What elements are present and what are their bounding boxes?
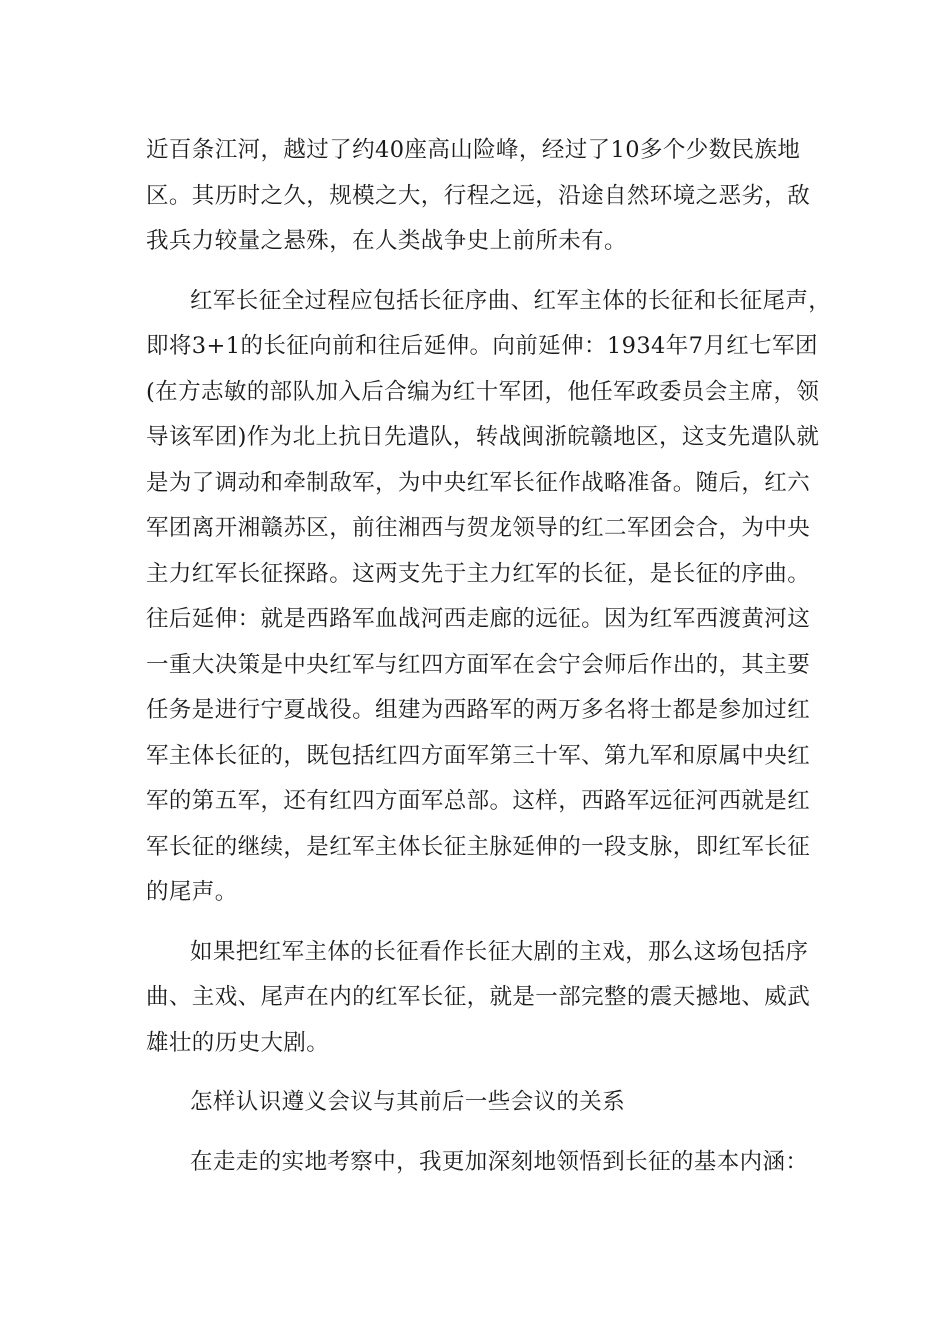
text-line: 军主体长征的，既包括红四方面军第三十军、第九军和原属中央红 [146,742,811,769]
text-line: 在走走的实地考察中，我更加深刻地领悟到长征的基本内涵： [190,1148,809,1175]
text-line: 红军长征全过程应包括长征序曲、红军主体的长征和长征尾声， [190,287,832,314]
text-line: 往后延伸：就是西路军血战河西走廊的远征。因为红军西渡黄河这 [146,606,811,632]
text-line: 一重大决策是中央红军与红四方面军在会宁会师后作出的，其主要 [146,651,811,678]
paragraph-1 [146,128,811,265]
document-body [146,128,832,1185]
paragraph-spacer [146,265,806,279]
heading-line: 怎样认识遵义会议与其前后一些会议的关系 [190,1089,626,1115]
text-line: 军的第五军，还有红四方面军总部。这样，西路军远征河西就是红 [146,788,811,814]
text-line: 雄壮的历史大剧。 [146,1029,330,1056]
text-line: 即将3+1的长征向前和往后延伸。向前延伸：1934年7月红七军团 [146,333,818,359]
text-line: 的尾声。 [146,879,238,905]
paragraph-spacer [146,1126,806,1140]
text-line: 军团离开湘赣苏区，前往湘西与贺龙领导的红二军团会合，为中央 [146,515,811,541]
text-line: 区。其历时之久，规模之大，行程之远，沿途自然环境之恶劣，敌 [146,182,811,209]
text-line: 导该军团)作为北上抗日先遣队，转战闽浙皖赣地区，这支先遣队就 [146,424,820,450]
text-line: 曲、主戏、尾声在内的红军长征，就是一部完整的震天撼地、威武 [146,984,811,1010]
text-line: 近百条江河，越过了约40座高山险峰，经过了10多个少数民族地 [146,137,801,163]
text-line: 主力红军长征探路。这两支先于主力红军的长征，是长征的序曲。 [146,560,811,587]
text-line: 军长征的继续，是红军主体长征主脉延伸的一段支脉，即红军长征 [146,833,811,860]
section-heading [146,1080,806,1126]
text-line: 如果把红军主体的长征看作长征大剧的主戏，那么这场包括序 [190,938,809,965]
text-line: 我兵力较量之悬殊，在人类战争史上前所未有。 [146,228,627,254]
paragraph-3 [146,930,811,1067]
text-line: 任务是进行宁夏战役。组建为西路军的两万多名将士都是参加过红 [146,697,811,723]
text-line: 是为了调动和牵制敌军，为中央红军长征作战略准备。随后，红六 [146,469,811,496]
paragraph-2 [146,279,832,916]
paragraph-5 [146,1140,809,1186]
paragraph-spacer [146,1066,806,1080]
paragraph-spacer [146,916,806,930]
text-line: (在方志敏的部队加入后合编为红十军团，他任军政委员会主席，领 [146,378,820,405]
